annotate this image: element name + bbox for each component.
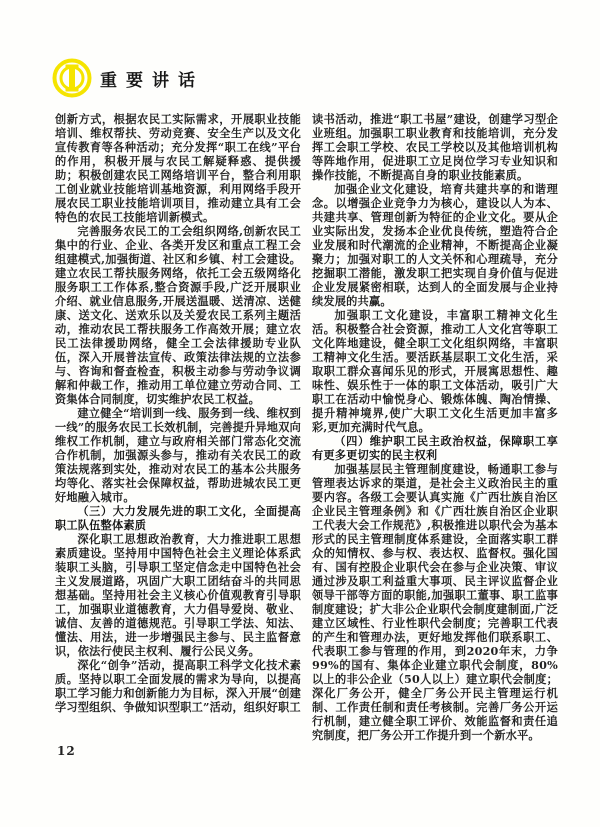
trade-union-emblem-icon bbox=[52, 58, 92, 98]
paragraph: 加强职工文化建设，丰富职工精神文化生活。积极整合社会资源，推动工人文化宫等职工文化阵地建设，健全职工文化组织网络，丰富职工精神文化生活。要活跃基层职工文化生活，采取职工群众喜闻乐见的形式，开展寓思想性、趣味性、娱乐性于一体的职工文体活动，吸引广大职工在活动中愉悦身心、锻炼体魄、陶冶情操、提升精神境界,使广大职工文化生活更加丰富多彩,更加充满时代气息。 bbox=[312, 308, 558, 434]
paragraph: 深化职工思想政治教育，大力推进职工思想素质建设。坚持用中国特色社会主义理论体系武装职工头脑，引导职工坚定信念走中国特色社会主义发展道路，巩固广大职工团结奋斗的共同思想基础。坚持用社会主义核心价值观教育引导职工，加强职业道德教育，大力倡导爱岗、敬业、诚信、友善的道德规范。引导职工学法、知法、懂法、用法，进一步增强民主参与、民主监督意识，依法行使民主权利、履行公民义务。 bbox=[55, 532, 301, 658]
paragraph: 读书活动，推进“职工书屋”建设，创建学习型企业班组。加强职工职业教育和技能培训，充分发挥工会职工学校、农民工学校以及其他培训机构等阵地作用，促进职工立足岗位学习专业知识和操作技能，不断提高自身的职业技能素质。 bbox=[312, 112, 558, 182]
paragraph: 深化“创争”活动，提高职工科学文化技术素质。坚持以职工全面发展的需求为导向，以提高职工学习能力和创新能力为目标，深入开展“创建学习型组织、争做知识型职工”活动，组织好职工 bbox=[55, 658, 301, 714]
paragraph: 完善服务农民工的工会组织网络,创新农民工集中的行业、企业、各类开发区和重点工程工会组建模式,加强街道、社区和乡镇、村工会建设。建立农民工帮扶服务网络，依托工会五级网络化服务职工工作体系,整合资源手段,广泛开展职业介绍、就业信息服务,开展送温暖、送清凉、送健康、送文化、送欢乐以及关爱农民工系列主题活动，推动农民工帮扶服务工作高效开展；建立农民工法律援助网络，健全工会法律援助专业队伍，深入开展普法宣传、政策法律法规的立法参与、咨询和督查检查，积极主动参与劳动争议调解和仲裁工作，推动用工单位建立劳动合同、工资集体合同制度，切实维护农民工权益。 bbox=[55, 224, 301, 406]
article-body bbox=[55, 112, 558, 742]
section-heading: （三）大力发展先进的职工文化，全面提高职工队伍整体素质 bbox=[55, 504, 301, 532]
paragraph: 加强企业文化建设，培育共建共享的和谐理念。以增强企业竞争力为核心，建设以人为本、共建共享、管理创新为特征的企业文化。要从企业实际出发，发扬本企业优良传统，塑造符合企业发展和时代潮流的企业精神，不断提高企业凝聚力；加强对职工的人文关怀和心理疏导，充分挖掘职工潜能，激发职工把实现自身价值与促进企业发展紧密相联，达到人的全面发展与企业持续发展的共赢。 bbox=[312, 182, 558, 308]
page-number: 12 bbox=[57, 744, 76, 758]
left-column bbox=[55, 112, 301, 742]
paragraph: 创新方式，根据农民工实际需求，开展职业技能培训、维权帮扶、劳动竞赛、安全生产以及文化宣传教育等各种活动；充分发挥“职工在线”平台的作用，积极开展与农民工解疑释惑、提供援助；积极创建农民工网络培训平台，整合利用职工创业就业技能培训基地资源，利用网络手段开展农民工职业技能培训项目，推动建立具有工会特色的农民工技能培训新模式。 bbox=[55, 112, 301, 224]
paragraph: 加强基层民主管理制度建设，畅通职工参与管理表达诉求的渠道，是社会主义政治民主的重要内容。各级工会要认真实施《广西壮族自治区企业民主管理条例》和《广西壮族自治区企业职工代表大会工作规范》,积极推进以职代会为基本形式的民主管理制度体系建设，全面落实职工群众的知情权、参与权、表达权、监督权。强化国有、国有控股企业职代会在参与企业决策、审议通过涉及职工利益重大事项、民主评议监督企业领导干部等方面的职能,加强职工董事、职工监事制度建设；扩大非公企业职代会制度建制面,广泛建立区域性、行业性职代会制度；完善职工代表的产生和管理办法，更好地发挥他们联系职工、代表职工参与管理的作用，到2020年末，力争99%的国有、集体企业建立职代会制度，80%以上的非公企业（50人以上）建立职代会制度；深化厂务公开，健全厂务公开民主管理运行机制、工作责任制和责任考核制。完善厂务公开运行机制，建立健全职工评价、效能监督和责任追究制度，把厂务公开工作提升到一个新水平。 bbox=[312, 462, 558, 742]
paragraph: 建立健全“培训到一线、服务到一线、维权到一线”的服务农民工长效机制，完善提升异地双向维权工作机制，建立与政府相关部门常态化交流合作机制，加强源头参与，推动有关农民工的政策法规落到实处，推动对农民工的基本公共服务均等化、落实社会保障权益，帮助进城农民工更好地融入城市。 bbox=[55, 406, 301, 504]
page-title: 重要讲话 bbox=[100, 70, 204, 91]
right-column bbox=[312, 112, 558, 742]
page-header bbox=[52, 58, 204, 98]
section-heading: （四）维护职工民主政治权益，保障职工享有更多更切实的民主权利 bbox=[312, 434, 558, 462]
